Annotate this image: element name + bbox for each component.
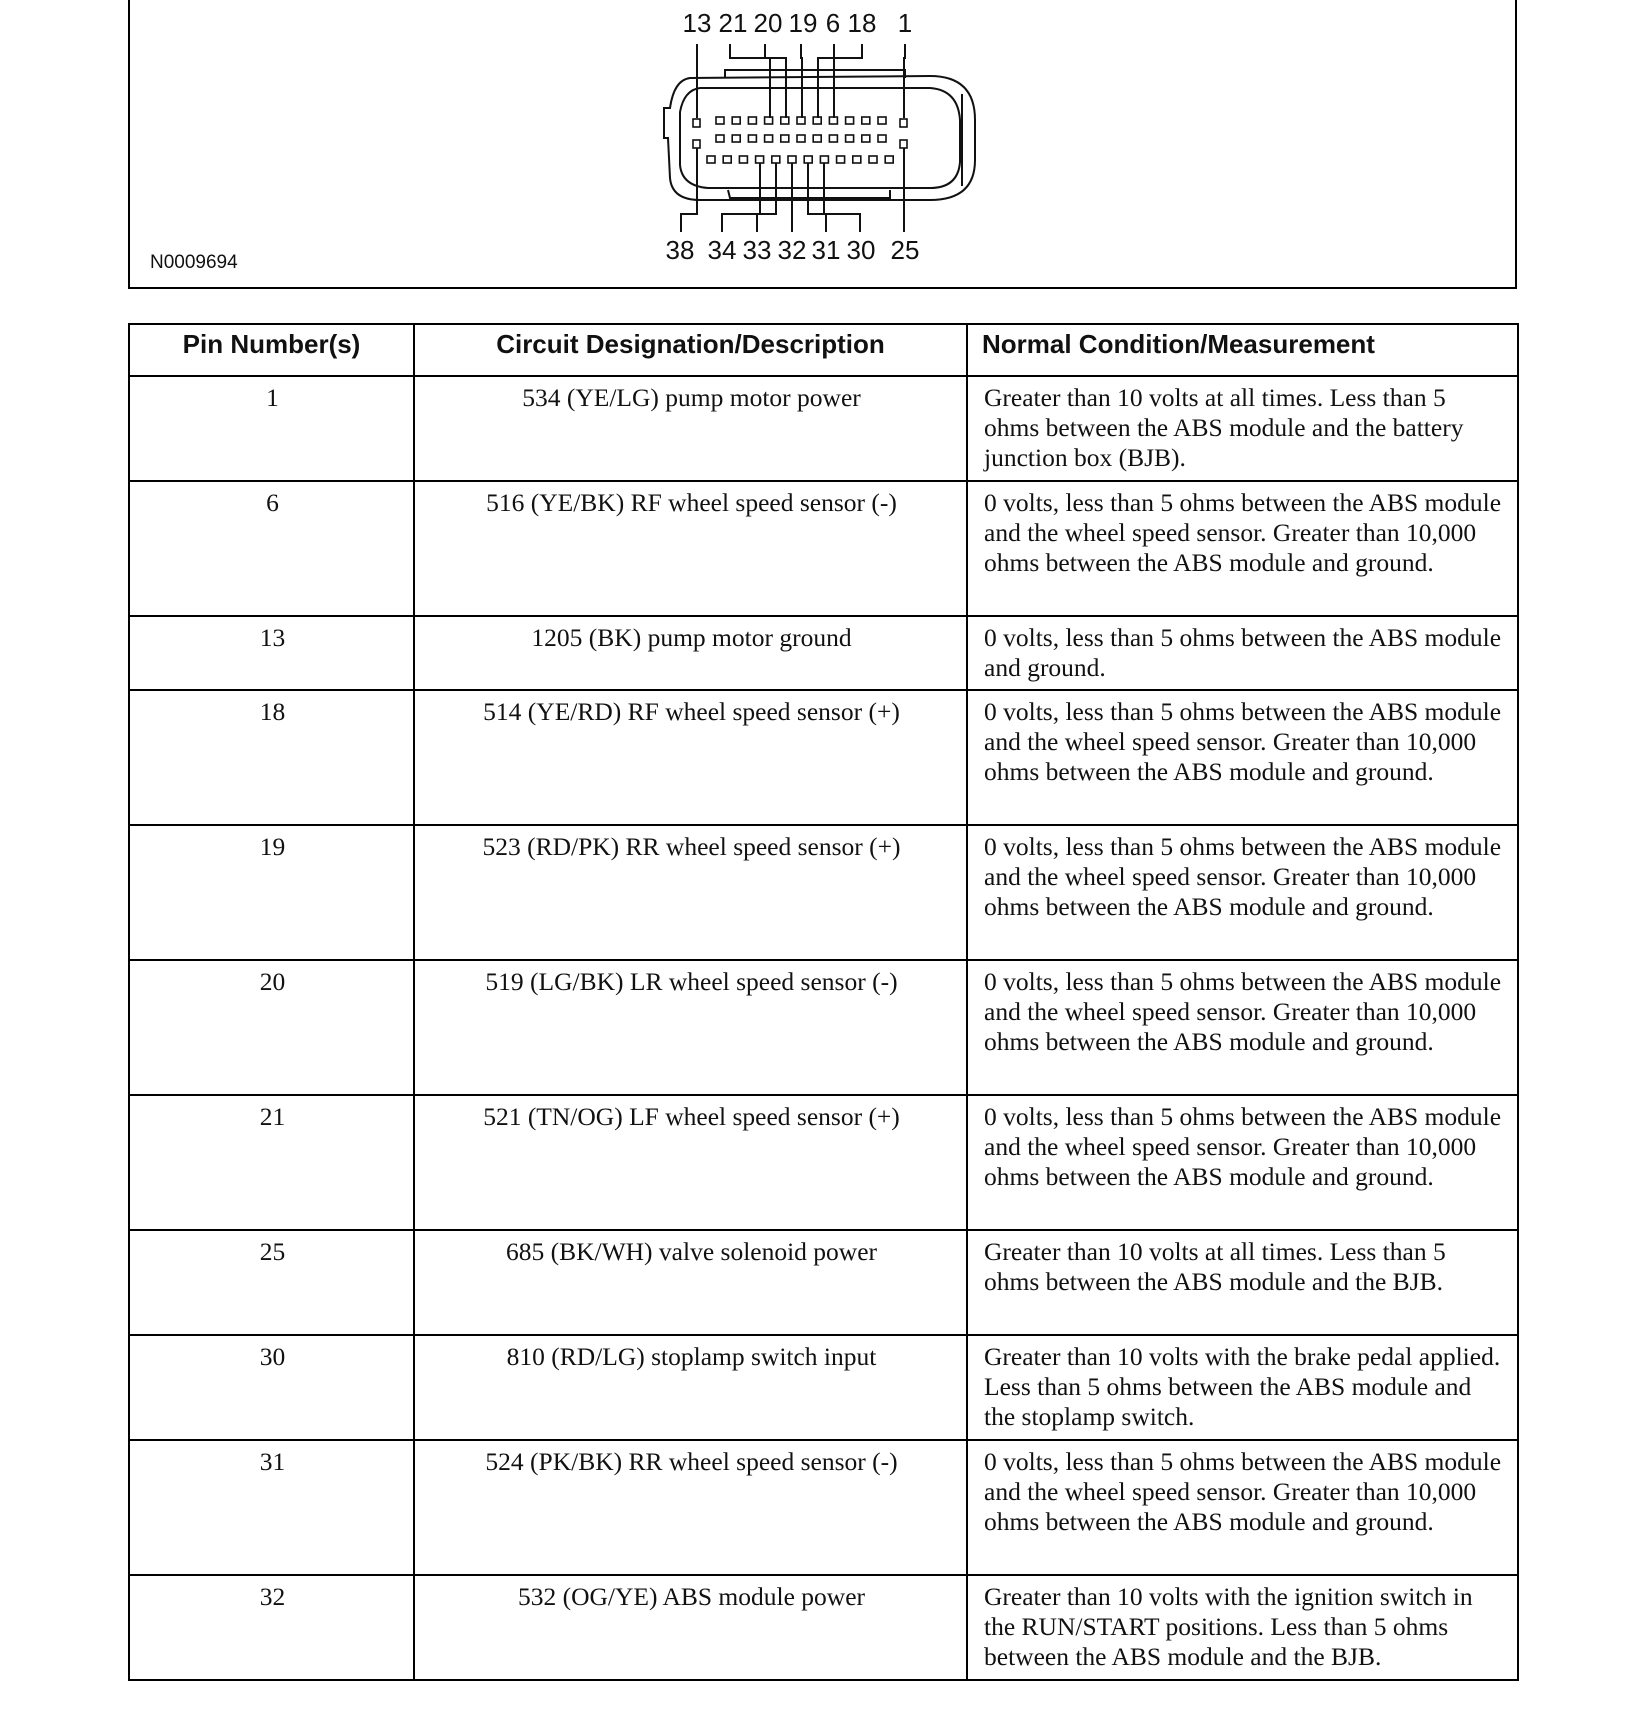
connector-diagram bbox=[0, 0, 1632, 300]
pin-label-bottom: 33 bbox=[742, 235, 772, 265]
pin-label-bottom: 25 bbox=[890, 235, 920, 265]
pin-cavity bbox=[869, 156, 877, 163]
pin-cavity bbox=[788, 156, 796, 163]
circuit-cell: 1205 (BK) pump motor ground bbox=[414, 616, 967, 690]
pin-cavity bbox=[739, 156, 747, 163]
pin-cavity bbox=[748, 117, 756, 124]
table-row bbox=[129, 825, 1518, 960]
table-row bbox=[129, 1230, 1518, 1335]
circuit-cell: 810 (RD/LG) stoplamp switch input bbox=[414, 1335, 967, 1440]
pin-cavity bbox=[693, 140, 700, 148]
pin-cavity bbox=[829, 117, 837, 124]
pin-cavity bbox=[878, 117, 886, 124]
pin-number-cell: 21 bbox=[129, 1095, 414, 1230]
measurement-cell: 0 volts, less than 5 ohms between the ABS module and the wheel speed sensor. Greater than 10,000 ohms between the ABS module and ground. bbox=[967, 1095, 1518, 1230]
leader-line bbox=[801, 44, 802, 118]
measurement-cell: 0 volts, less than 5 ohms between the ABS module and the wheel speed sensor. Greater than 10,000 ohms between the ABS module and ground. bbox=[967, 481, 1518, 616]
header-circuit: Circuit Designation/Description bbox=[414, 324, 967, 376]
pin-cavity bbox=[748, 135, 756, 142]
pin-number-cell: 13 bbox=[129, 616, 414, 690]
pin-number-cell: 1 bbox=[129, 376, 414, 481]
measurement-cell: 0 volts, less than 5 ohms between the ABS module and the wheel speed sensor. Greater than 10,000 ohms between the ABS module and ground. bbox=[967, 1440, 1518, 1575]
pin-cavity bbox=[846, 117, 854, 124]
table-header-row bbox=[129, 324, 1518, 376]
pin-cavity bbox=[862, 135, 870, 142]
measurement-cell: Greater than 10 volts with the ignition switch in the RUN/START positions. Less than 5 ohms between the ABS module and the BJB. bbox=[967, 1575, 1518, 1680]
pin-number-cell: 25 bbox=[129, 1230, 414, 1335]
table-row bbox=[129, 960, 1518, 1095]
figure-id: N0009694 bbox=[150, 252, 238, 273]
pin-label-bottom: 30 bbox=[846, 235, 876, 265]
header-measurement: Normal Condition/Measurement bbox=[967, 324, 1518, 376]
pin-label-top: 6 bbox=[825, 8, 841, 38]
pin-label-bottom: 34 bbox=[707, 235, 737, 265]
leader-line bbox=[818, 44, 834, 118]
pin-cavity bbox=[878, 135, 886, 142]
circuit-cell: 514 (YE/RD) RF wheel speed sensor (+) bbox=[414, 690, 967, 825]
pin-cavity bbox=[862, 117, 870, 124]
pin-label-top: 20 bbox=[753, 8, 783, 38]
pin-cavity bbox=[820, 156, 828, 163]
pin-number-cell: 32 bbox=[129, 1575, 414, 1680]
table-row bbox=[129, 1575, 1518, 1680]
pin-label-bottom: 31 bbox=[811, 235, 841, 265]
measurement-cell: 0 volts, less than 5 ohms between the ABS module and the wheel speed sensor. Greater than 10,000 ohms between the ABS module and ground. bbox=[967, 690, 1518, 825]
pin-cavity bbox=[853, 156, 861, 163]
circuit-cell: 524 (PK/BK) RR wheel speed sensor (-) bbox=[414, 1440, 967, 1575]
pin-cavity bbox=[804, 156, 812, 163]
pin-label-top: 19 bbox=[788, 8, 818, 38]
pin-cavity bbox=[723, 156, 731, 163]
pin-cavity bbox=[900, 119, 907, 127]
pin-label-top: 18 bbox=[847, 8, 877, 38]
pin-cavity bbox=[732, 135, 740, 142]
measurement-cell: 0 volts, less than 5 ohms between the ABS module and the wheel speed sensor. Greater than 10,000 ohms between the ABS module and ground. bbox=[967, 825, 1518, 960]
pin-number-cell: 31 bbox=[129, 1440, 414, 1575]
header-pin-number: Pin Number(s) bbox=[129, 324, 414, 376]
circuit-cell: 523 (RD/PK) RR wheel speed sensor (+) bbox=[414, 825, 967, 960]
measurement-cell: Greater than 10 volts at all times. Less than 5 ohms between the ABS module and the battery junction box (BJB). bbox=[967, 376, 1518, 481]
pin-cavity bbox=[885, 156, 893, 163]
measurement-cell: Greater than 10 volts at all times. Less than 5 ohms between the ABS module and the BJB. bbox=[967, 1230, 1518, 1335]
pin-table bbox=[128, 323, 1519, 1681]
table-row bbox=[129, 1335, 1518, 1440]
pin-label-top: 21 bbox=[718, 8, 748, 38]
table-row bbox=[129, 1440, 1518, 1575]
pin-cavity bbox=[716, 117, 724, 124]
table-row bbox=[129, 616, 1518, 690]
leader-line bbox=[904, 44, 905, 118]
pin-number-cell: 18 bbox=[129, 690, 414, 825]
pin-cavity bbox=[707, 156, 715, 163]
pin-cavity bbox=[900, 140, 907, 148]
pin-label-top: 13 bbox=[682, 8, 712, 38]
pin-cavity bbox=[765, 135, 773, 142]
pin-cavity bbox=[772, 156, 780, 163]
measurement-cell: Greater than 10 volts with the brake pedal applied. Less than 5 ohms between the ABS module and the stoplamp switch. bbox=[967, 1335, 1518, 1440]
pin-cavity bbox=[837, 156, 845, 163]
circuit-cell: 685 (BK/WH) valve solenoid power bbox=[414, 1230, 967, 1335]
pin-cavity bbox=[813, 135, 821, 142]
pin-cavity bbox=[846, 135, 854, 142]
table-row bbox=[129, 481, 1518, 616]
pin-number-cell: 19 bbox=[129, 825, 414, 960]
pin-cavity bbox=[797, 117, 805, 124]
pin-number-cell: 6 bbox=[129, 481, 414, 616]
measurement-cell: 0 volts, less than 5 ohms between the ABS module and the wheel speed sensor. Greater than 10,000 ohms between the ABS module and ground. bbox=[967, 960, 1518, 1095]
table-row bbox=[129, 1095, 1518, 1230]
circuit-cell: 534 (YE/LG) pump motor power bbox=[414, 376, 967, 481]
table-row bbox=[129, 376, 1518, 481]
pin-cavity bbox=[797, 135, 805, 142]
circuit-cell: 521 (TN/OG) LF wheel speed sensor (+) bbox=[414, 1095, 967, 1230]
pin-cavity bbox=[716, 135, 724, 142]
measurement-cell: 0 volts, less than 5 ohms between the ABS module and ground. bbox=[967, 616, 1518, 690]
pin-cavity bbox=[732, 117, 740, 124]
circuit-cell: 532 (OG/YE) ABS module power bbox=[414, 1575, 967, 1680]
circuit-cell: 516 (YE/BK) RF wheel speed sensor (-) bbox=[414, 481, 967, 616]
pin-cavity bbox=[781, 117, 789, 124]
pin-label-bottom: 38 bbox=[665, 235, 695, 265]
pin-cavity bbox=[813, 117, 821, 124]
pin-cavity bbox=[756, 156, 764, 163]
leader-line bbox=[681, 148, 697, 232]
pin-cavity bbox=[781, 135, 789, 142]
pin-cavity bbox=[765, 117, 773, 124]
pin-label-top: 1 bbox=[897, 8, 913, 38]
connector-body bbox=[664, 76, 975, 200]
leader-line bbox=[765, 44, 786, 118]
pin-cavity bbox=[829, 135, 837, 142]
circuit-cell: 519 (LG/BK) LR wheel speed sensor (-) bbox=[414, 960, 967, 1095]
pin-label-bottom: 32 bbox=[777, 235, 807, 265]
table-row bbox=[129, 690, 1518, 825]
leader-line bbox=[834, 44, 862, 118]
pin-number-cell: 30 bbox=[129, 1335, 414, 1440]
pin-cavity bbox=[693, 119, 700, 127]
pin-number-cell: 20 bbox=[129, 960, 414, 1095]
